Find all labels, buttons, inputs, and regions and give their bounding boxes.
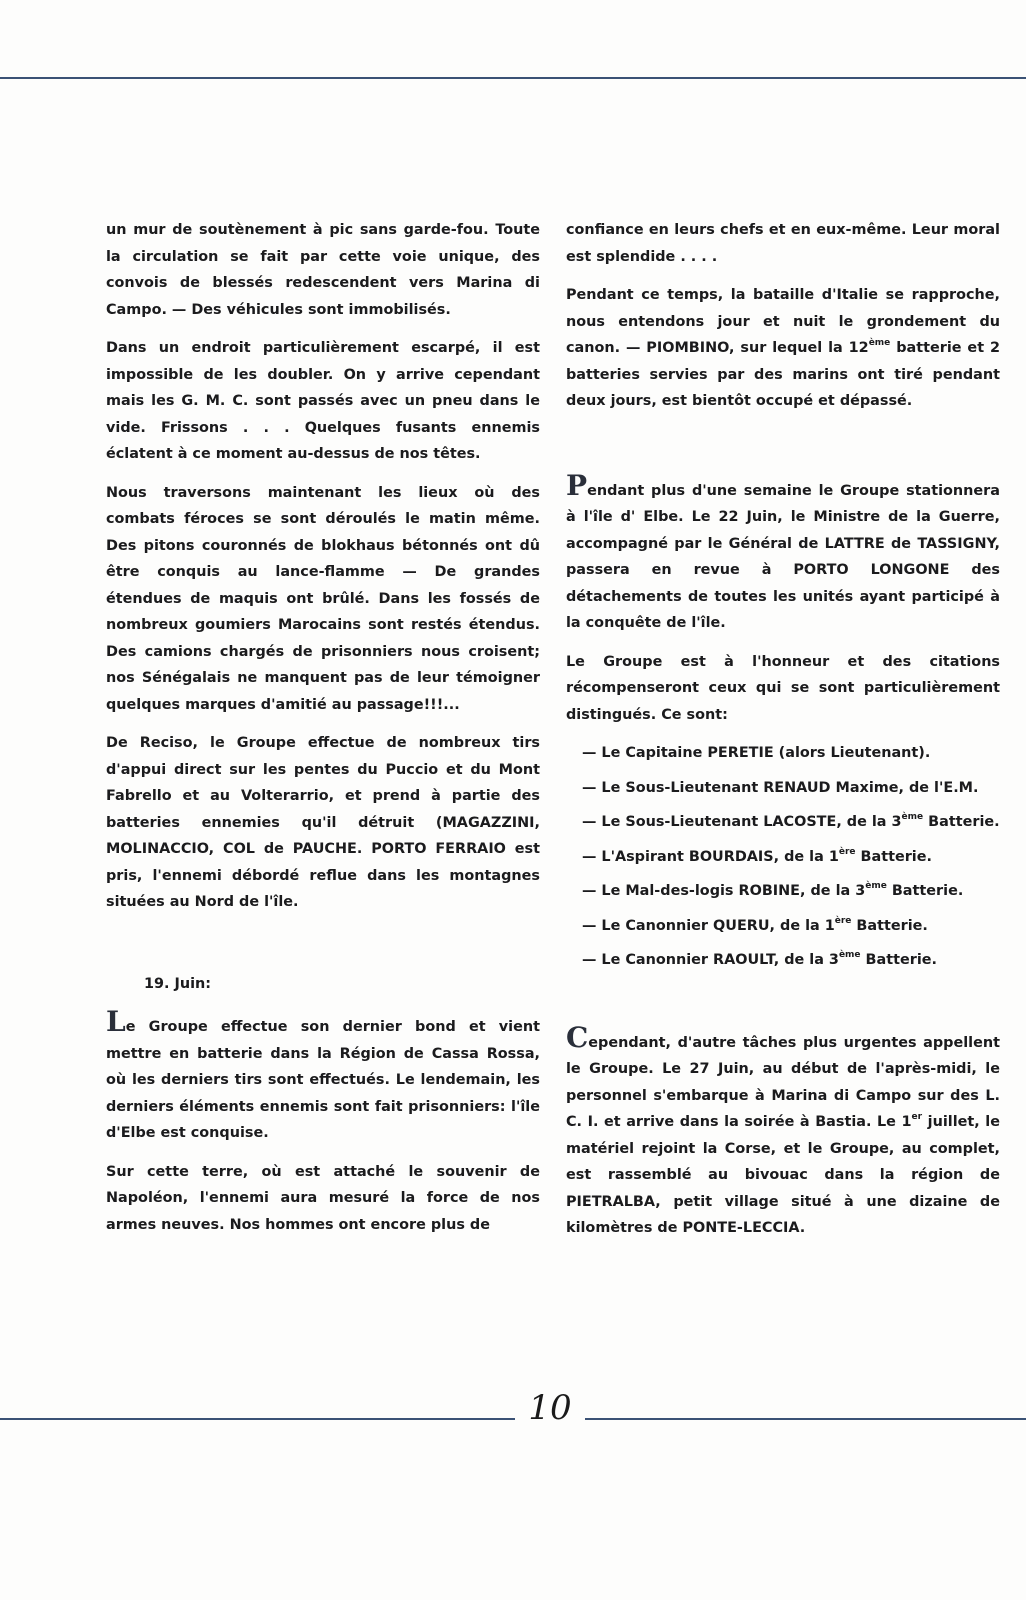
list-item: — L'Aspirant BOURDAIS, de la 1ère Batterie. [582, 846, 932, 865]
top-rule [0, 77, 1026, 79]
list-item: — Le Canonnier RAOULT, de la 3ème Batterie. [582, 950, 937, 968]
list-item: — Le Sous-Lieutenant RENAUD Maxime, de l'E.M. [582, 779, 979, 796]
drop-cap: L [106, 1005, 126, 1038]
drop-cap: P [566, 468, 588, 502]
left-column [106, 217, 540, 1238]
section-heading: 19. Juin: [144, 975, 212, 992]
paragraph: De Reciso, le Groupe effectue de nombreux tirs d'appui direct sur les pentes du Puccio et du Mont Fabrello et au Volterarrio, et prend à partie des batteries ennemies qu'il détruit (MAGAZZINI, MOLINACCIO, COL de PAUCHE. PORTO FERRAIO est pris, l'ennemi débordé reflue dans les montagnes situées au Nord de l'île. [106, 735, 540, 910]
paragraph: confiance en leurs chefs et en eux-même. Leur moral est splendide . . . . [566, 222, 1000, 265]
list-item: — Le Sous-Lieutenant LACOSTE, de la 3ème Batterie. [582, 812, 1000, 830]
paragraph: Nous traversons maintenant les lieux où des combats féroces se sont déroulés le matin même. Des pitons couronnés de blokhaus bétonnés ont dû être conquis au lance-flamme — De grandes étendues de maquis ont brûlé. Dans les fossés de nombreux goumiers Marocains sont restés étendus. Des camions chargés de prisonniers nous croisent; nos Sénégalais ne manquent pas de leur témoigner quelques marques d'amitié au passage!!!... [106, 484, 540, 713]
list-item: — Le Canonnier QUERU, de la 1ère Batterie. [582, 915, 928, 934]
paragraph: Cependant, d'autre tâches plus urgentes appellent le Groupe. Le 27 Juin, au début de l'après-midi, le personnel s'embarque à Marina di Campo sur des L. C. I. et arrive dans la soirée à Bastia. Le 1er juillet, le matériel rejoint la Corse, et le Groupe, au complet, est rassemblé au bivouac dans la région de PIETRALBA, petit village situé à une dizaine de kilomètres de PONTE-LECCIA. [566, 1020, 1000, 1236]
paragraph: un mur de soutènement à pic sans garde-fou. Toute la circulation se fait par cette voie unique, des convois de blessés redescendent vers Marina di Campo. — Des véhicules sont immobilisés. [106, 222, 540, 318]
paragraph: Le Groupe effectue son dernier bond et vient mettre en batterie dans la Région de Cassa Rossa, où les derniers tirs sont effectués. Le lendemain, les derniers éléments ennemis sont fait prisonniers: l'île d'Elbe est conquise. [106, 1005, 540, 1141]
paragraph: Dans un endroit particulièrement escarpé, il est impossible de les doubler. On y arrive cependant mais les G. M. C. sont passés avec un pneu dans le vide. Frissons . . . Quelques fusants ennemis éclatent à ce moment au-dessus de nos têtes. [106, 340, 540, 462]
list-item: — Le Capitaine PERETIE (alors Lieutenant). [582, 745, 931, 761]
paragraph: Pendant ce temps, la bataille d'Italie se rapproche, nous entendons jour et nuit le grondement du canon. — PIOMBINO, sur lequel la 12ème batterie et 2 batteries servies par des marins ont tiré pendant deux jours, est bientôt occupé et dépassé. [566, 287, 1000, 409]
page-number: 10 [528, 1388, 572, 1428]
paragraph: Pendant plus d'une semaine le Groupe stationnera à l'île d' Elbe. Le 22 Juin, le Ministre de la Guerre, accompagné par le Général de LATTRE de TASSIGNY, passera en revue à PORTO LONGONE des détachements de toutes les unités ayant participé à la conquête de l'île. [566, 468, 1000, 631]
paragraph: Le Groupe est à l'honneur et des citations récompenseront ceux qui se sont particulièrement distingués. Ce sont: [566, 653, 1000, 723]
list-item: — Le Mal-des-logis ROBINE, de la 3ème Batterie. [582, 881, 964, 899]
citation-list [566, 740, 1000, 974]
footer-rule-right [585, 1418, 1026, 1420]
paragraph: Sur cette terre, où est attaché le souvenir de Napoléon, l'ennemi aura mesuré la force de nos armes neuves. Nos hommes ont encore plus de [106, 1163, 540, 1233]
right-column [566, 217, 1000, 1242]
drop-cap: C [566, 1020, 589, 1054]
footer-rule-left [0, 1418, 515, 1420]
